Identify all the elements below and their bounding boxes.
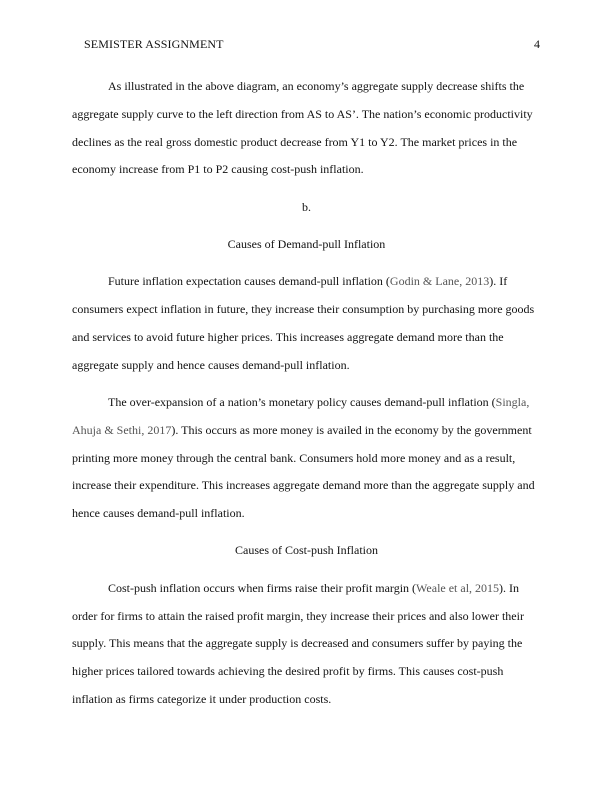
text-line: higher prices tailored towards achieving the desired profit by firms. This causes cost-push <box>72 664 504 679</box>
paragraph-monetary-policy <box>72 389 541 528</box>
text-line <box>72 268 541 296</box>
paragraph-profit-margin <box>72 575 541 714</box>
citation: Singla, <box>495 394 530 409</box>
text-line <box>72 575 541 603</box>
text-line: hence causes demand-pull inflation. <box>72 506 245 521</box>
text-line: and services to avoid future higher prices. This increases aggregate demand more than the <box>72 329 504 344</box>
text-line: aggregate supply and hence causes demand-pull inflation. <box>72 357 350 372</box>
text-run: ). In <box>499 580 520 595</box>
text-line: supply. This means that the aggregate supply is decreased and consumers suffer by paying the <box>72 636 523 651</box>
text-line <box>72 389 541 417</box>
text-line: inflation as firms categorize it under production costs. <box>72 691 332 706</box>
paragraph-inflation-expectation <box>72 268 541 379</box>
text-line: increase their expenditure. This increases aggregate demand more than the aggregate supply and <box>72 478 535 493</box>
heading-demand-pull: Causes of Demand-pull Inflation <box>227 236 386 251</box>
document-body <box>72 73 541 723</box>
citation: Weale et al, 2015 <box>416 580 500 595</box>
section-letter: b. <box>302 199 311 214</box>
citation: Godin & Lane, 2013 <box>389 274 490 289</box>
text-run: The over-expansion of a nation’s monetary policy causes demand-pull inflation ( <box>108 394 496 409</box>
text-run: ). This occurs as more money is availed in the economy by the government <box>171 422 532 437</box>
text-run: Future inflation expectation causes demand-pull inflation ( <box>108 274 390 289</box>
text-line: order for firms to attain the raised profit margin, they increase their prices and also lower their <box>72 608 524 623</box>
text-line <box>72 417 541 445</box>
text-line: consumers expect inflation in future, they increase their consumption by purchasing more goods <box>72 302 535 317</box>
text-line: declines as the real gross domestic product decrease from Y1 to Y2. The market prices in the <box>72 134 518 149</box>
text-run: Cost-push inflation occurs when firms raise their profit margin ( <box>108 580 417 595</box>
page-number: 4 <box>534 37 540 51</box>
citation: Ahuja & Sethi, 2017 <box>72 422 172 437</box>
text-line: As illustrated in the above diagram, an economy’s aggregate supply decrease shifts the <box>108 79 525 93</box>
page-header <box>84 36 540 52</box>
running-head: SEMISTER ASSIGNMENT <box>84 37 224 51</box>
text-line: economy increase from P1 to P2 causing cost-push inflation. <box>72 162 364 177</box>
text-line: printing more money through the central bank. Consumers hold more money and as a result, <box>72 450 516 465</box>
paragraph-aggregate-supply <box>72 73 541 184</box>
text-line: aggregate supply curve to the left direction from AS to AS’. The nation’s economic productivity <box>72 106 533 121</box>
heading-cost-push: Causes of Cost-push Inflation <box>235 543 378 558</box>
text-run: ). If <box>489 274 508 289</box>
